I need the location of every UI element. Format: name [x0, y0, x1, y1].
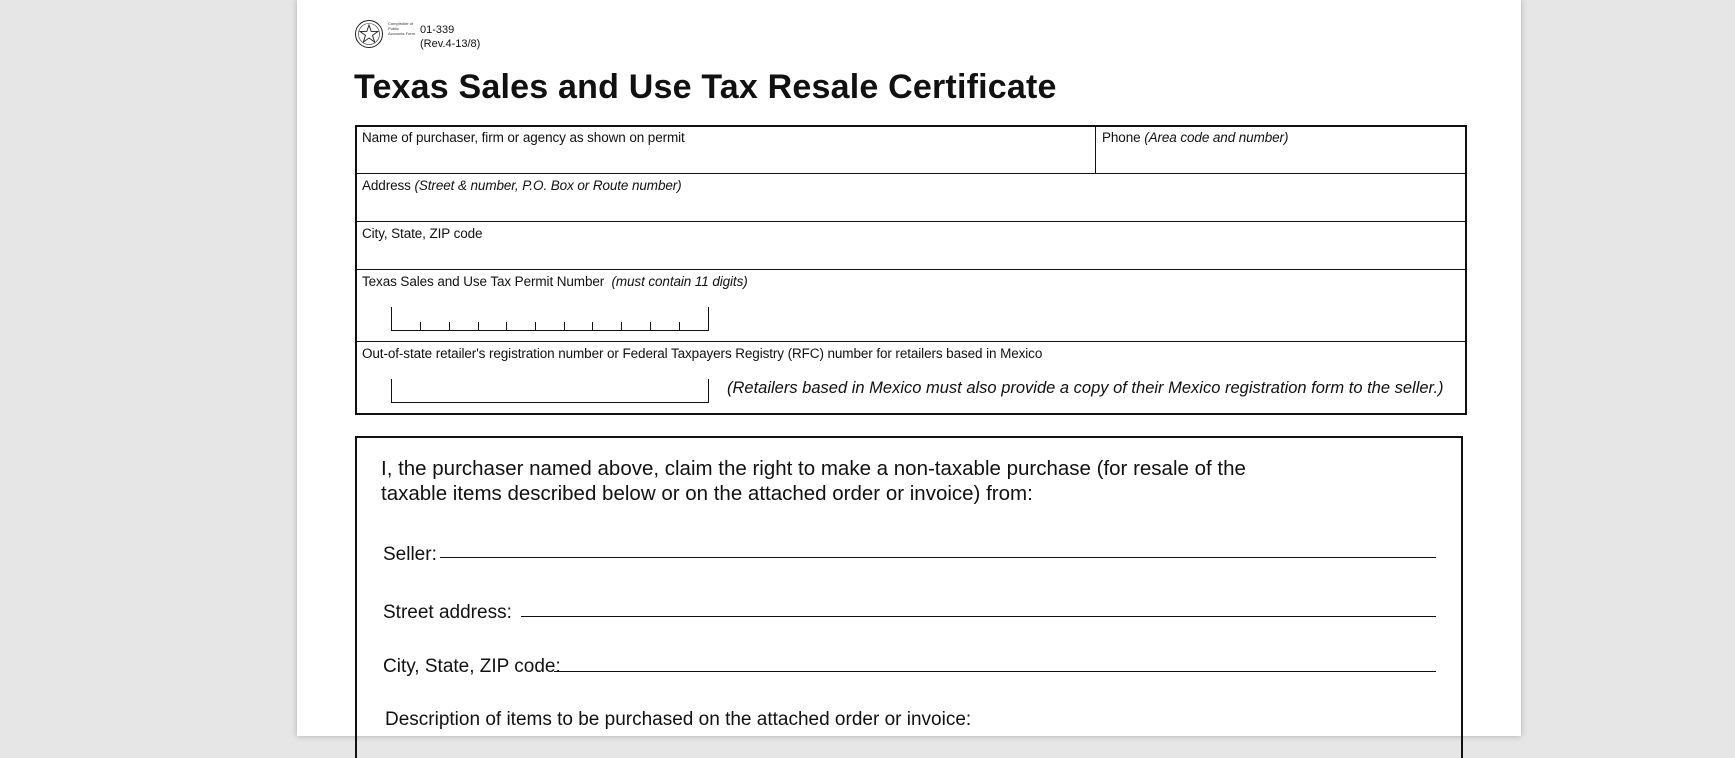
- purchaser-name-label: Name of purchaser, firm or agency as shown on permit: [362, 130, 685, 145]
- permit-number-label-row: [362, 274, 748, 289]
- digit-separator: [420, 322, 421, 330]
- street-address-input-line[interactable]: [521, 616, 1436, 617]
- permit-number-hint: (must contain 11 digits): [611, 274, 748, 289]
- street-address-label: Street address:: [383, 602, 512, 623]
- form-number-block: [420, 23, 480, 51]
- seal-caption: Comptroller of Public Accounts Form: [388, 21, 415, 36]
- mexico-retailer-note: (Retailers based in Mexico must also provide a copy of their Mexico registration form to the seller.): [727, 379, 1444, 397]
- digit-separator: [621, 322, 622, 330]
- phone-field[interactable]: [1102, 130, 1288, 145]
- registration-number-input[interactable]: [391, 379, 709, 403]
- column-divider: [1095, 127, 1096, 174]
- digit-separator: [592, 322, 593, 330]
- address-hint: (Street & number, P.O. Box or Route number): [414, 178, 682, 193]
- claim-statement: I, the purchaser named above, claim the right to make a non-taxable purchase (for resale of the taxable items described below or on the attached order or invoice) from:: [381, 457, 1246, 505]
- phone-hint: (Area code and number): [1144, 130, 1289, 145]
- page-title: Texas Sales and Use Tax Resale Certificate: [354, 68, 1057, 106]
- digit-separator: [564, 322, 565, 330]
- row-divider: [357, 221, 1465, 222]
- form-number: 01-339: [420, 24, 455, 36]
- document-page: [297, 0, 1521, 736]
- resale-claim-section: [355, 436, 1463, 758]
- city-state-zip-label: City, State, ZIP code: [362, 226, 483, 241]
- digit-separator: [506, 322, 507, 330]
- seller-city-state-zip-label: City, State, ZIP code:: [383, 656, 561, 677]
- digit-separator: [650, 322, 651, 330]
- phone-label: Phone: [1102, 130, 1141, 145]
- row-divider: [357, 269, 1465, 270]
- digit-separator: [478, 322, 479, 330]
- digit-separator: [679, 322, 680, 330]
- comptroller-seal-icon: [354, 19, 384, 49]
- seller-input-line[interactable]: [440, 557, 1436, 558]
- registration-number-label: Out-of-state retailer's registration number or Federal Taxpayers Registry (RFC) number for retailers based in Mexico: [362, 346, 1043, 361]
- form-revision: (Rev.4-13/8): [420, 38, 481, 50]
- seller-city-state-zip-input-line[interactable]: [554, 671, 1436, 672]
- purchaser-name-field[interactable]: [362, 130, 685, 145]
- row-divider: [357, 173, 1465, 174]
- row-divider: [357, 341, 1465, 342]
- permit-number-label: Texas Sales and Use Tax Permit Number: [362, 274, 605, 289]
- address-label: Address: [362, 178, 411, 193]
- digit-separator: [449, 322, 450, 330]
- purchaser-info-grid: [355, 125, 1467, 415]
- permit-number-input[interactable]: [391, 307, 709, 331]
- digit-separator: [535, 322, 536, 330]
- city-state-zip-field[interactable]: [362, 226, 482, 241]
- items-description-label: Description of items to be purchased on the attached order or invoice:: [385, 709, 972, 730]
- seller-label: Seller:: [383, 544, 437, 565]
- address-field[interactable]: [362, 178, 682, 193]
